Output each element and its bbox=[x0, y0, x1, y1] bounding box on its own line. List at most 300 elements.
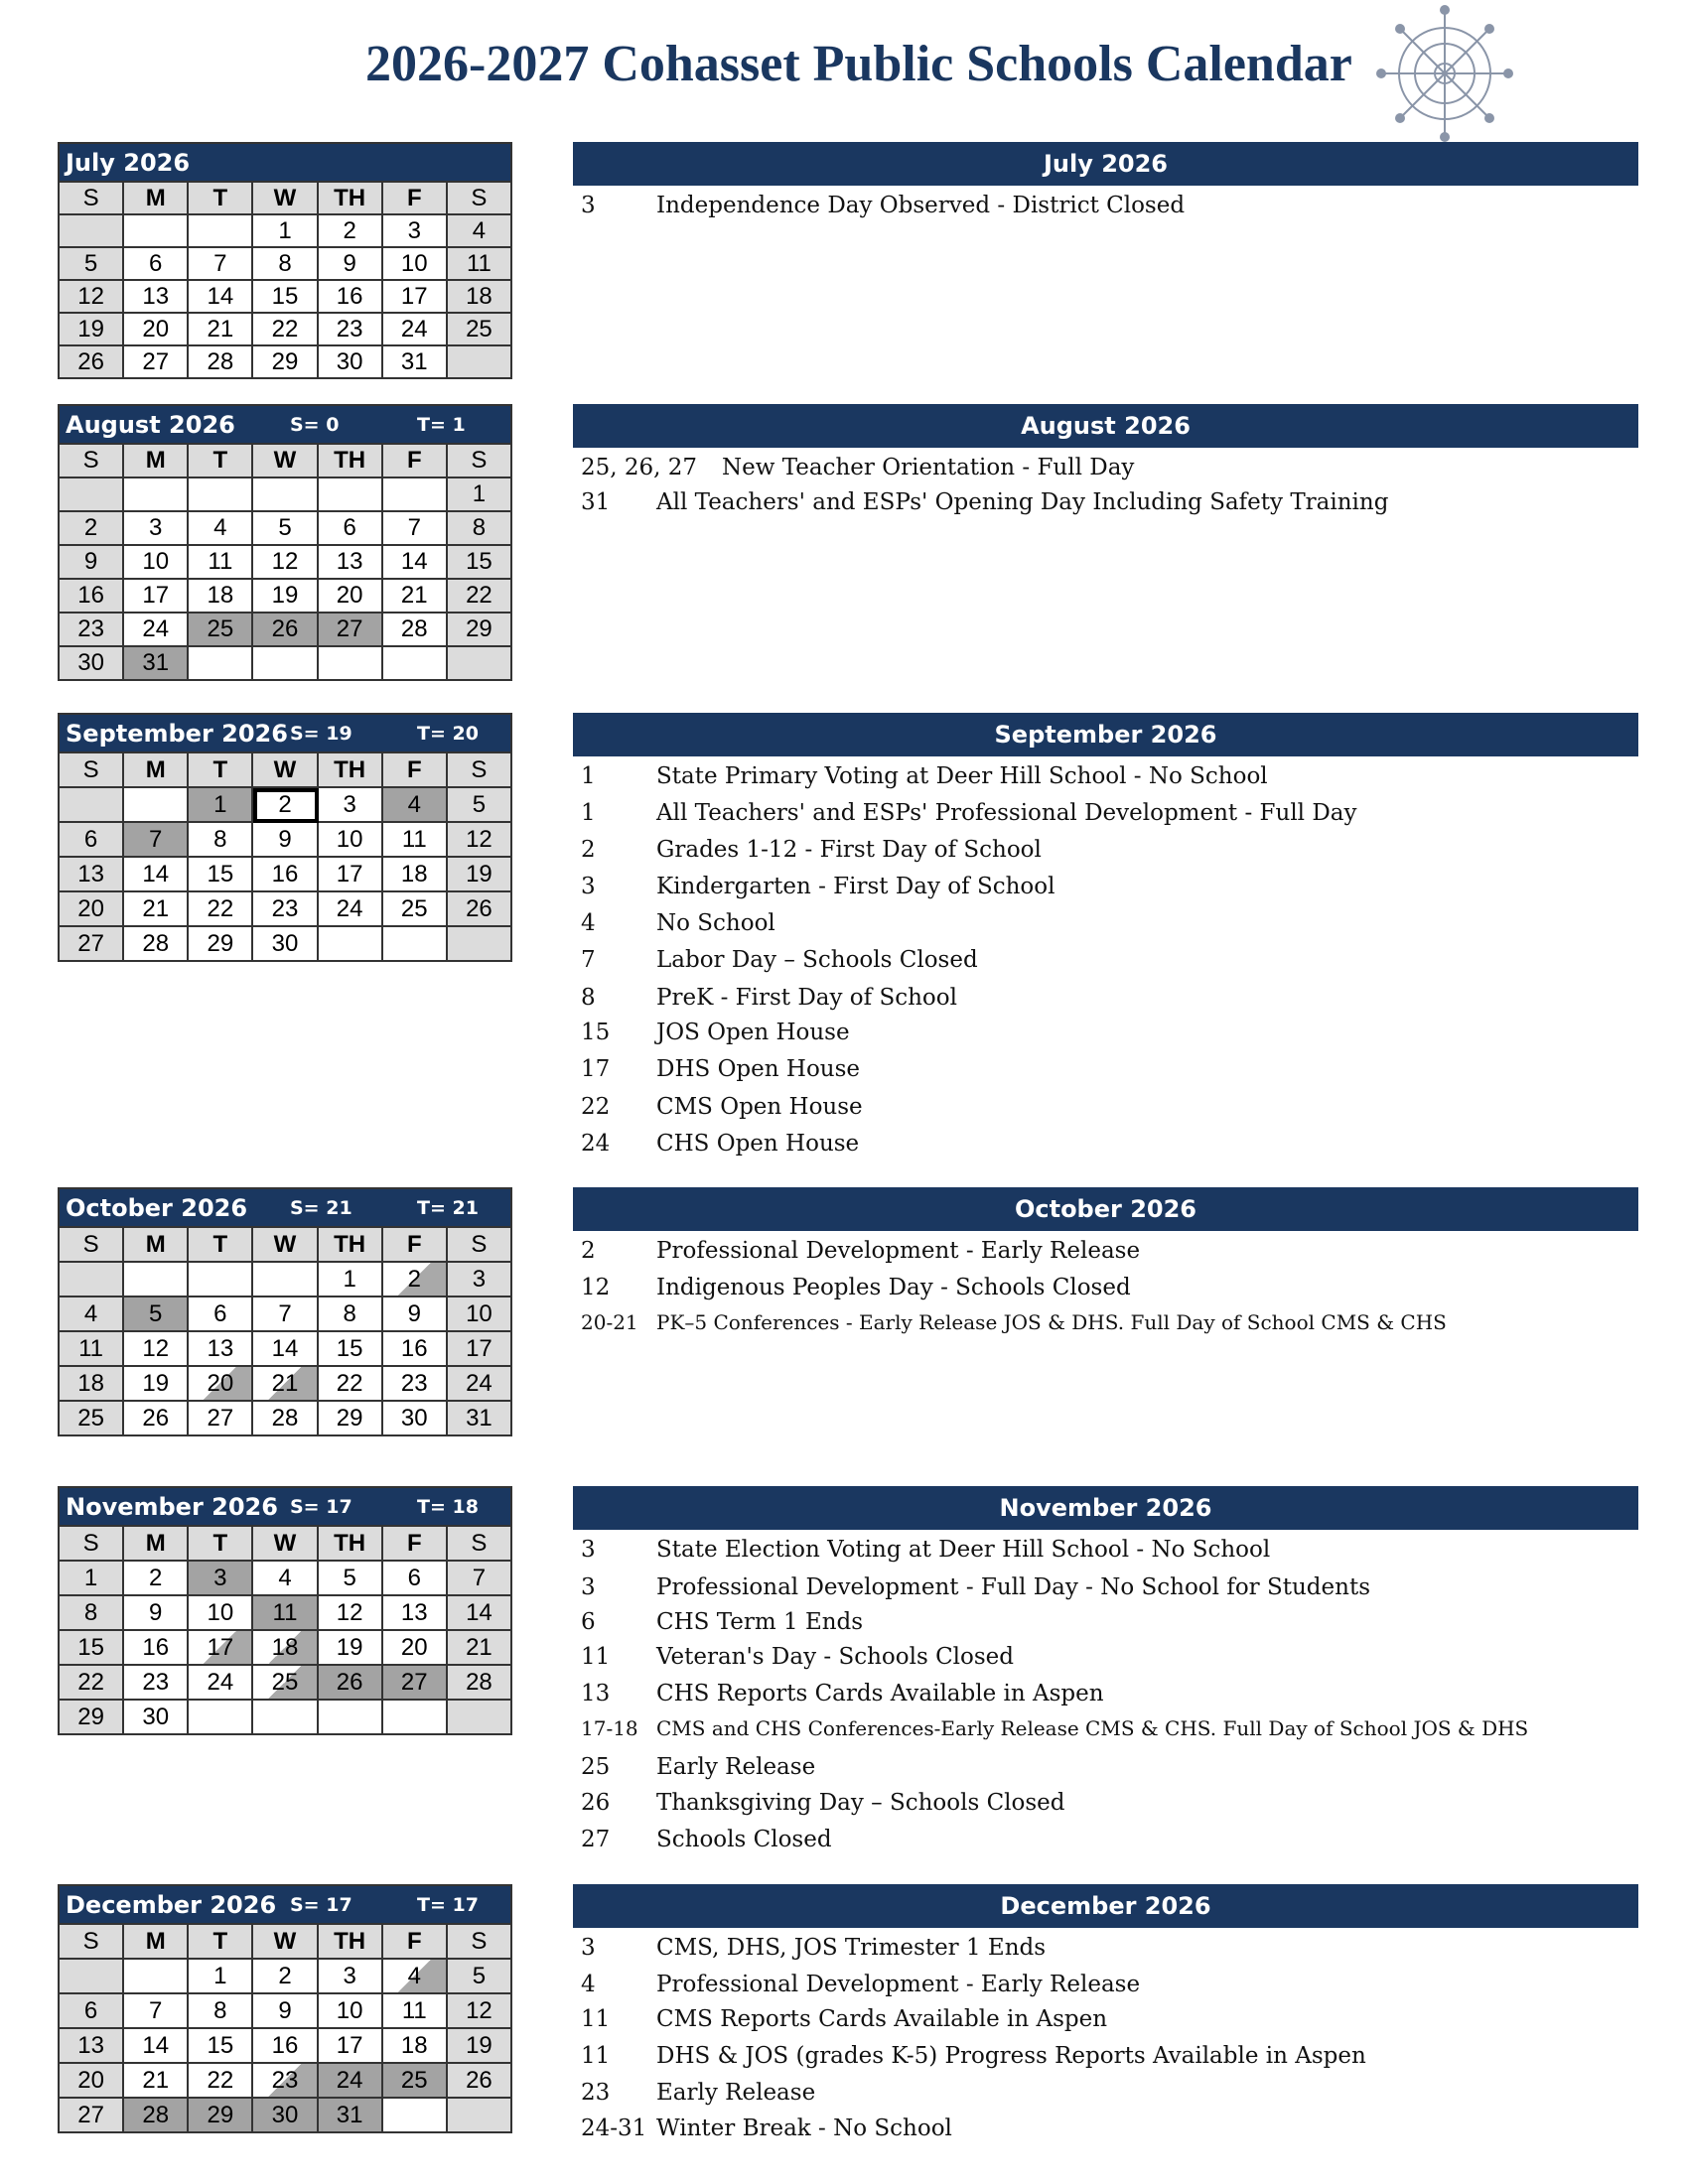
event-text: No School bbox=[656, 910, 775, 936]
day-number: 12 bbox=[142, 1335, 170, 1362]
event-text: Early Release bbox=[656, 2080, 816, 2106]
day-number: 3 bbox=[343, 1963, 356, 1989]
calendar-day bbox=[124, 647, 189, 681]
calendar-day bbox=[448, 2064, 512, 2099]
calendar-day bbox=[253, 1701, 318, 1735]
calendar-day bbox=[448, 281, 512, 314]
calendar-day bbox=[124, 478, 189, 512]
day-of-week-header: W bbox=[253, 183, 318, 215]
event-row bbox=[573, 188, 1638, 223]
teacher-day-count: T= 21 bbox=[417, 1197, 479, 1219]
calendar-grid bbox=[58, 751, 512, 962]
day-number: 10 bbox=[400, 250, 428, 277]
day-number: 10 bbox=[466, 1300, 492, 1327]
calendar-day bbox=[319, 346, 383, 379]
day-number: 28 bbox=[271, 1405, 299, 1432]
calendar-day bbox=[253, 248, 318, 281]
day-of-week-header: TH bbox=[319, 1228, 383, 1263]
day-of-week-header: S bbox=[448, 183, 512, 215]
day-number: 27 bbox=[400, 1669, 428, 1696]
event-row bbox=[573, 1785, 1638, 1821]
day-of-week-header: F bbox=[383, 1527, 448, 1562]
day-number: 6 bbox=[407, 1565, 421, 1591]
day-number: 10 bbox=[336, 826, 363, 853]
event-text: All Teachers' and ESPs' Opening Day Including Safety Training bbox=[656, 489, 1389, 515]
event-row bbox=[573, 1967, 1638, 2002]
day-number: 4 bbox=[83, 1300, 98, 1327]
calendar-day bbox=[253, 1596, 318, 1631]
day-number: 20 bbox=[400, 1634, 428, 1661]
day-number: 22 bbox=[207, 895, 234, 922]
day-number: 3 bbox=[343, 791, 356, 818]
calendar-grid bbox=[58, 1226, 512, 1436]
calendar-day bbox=[253, 788, 318, 823]
day-number: 1 bbox=[472, 480, 487, 507]
calendar-day bbox=[60, 1297, 124, 1332]
calendar-day bbox=[253, 1367, 318, 1402]
event-list-title: July 2026 bbox=[573, 142, 1638, 186]
mini-calendar bbox=[58, 404, 512, 681]
calendar-day bbox=[189, 614, 253, 647]
day-number: 7 bbox=[278, 1300, 292, 1327]
calendar-day bbox=[189, 788, 253, 823]
event-text: Labor Day – Schools Closed bbox=[656, 947, 978, 973]
day-number: 15 bbox=[271, 283, 299, 310]
event-text: Professional Development - Early Release bbox=[656, 1972, 1141, 1997]
calendar-day bbox=[319, 788, 383, 823]
calendar-day bbox=[319, 1297, 383, 1332]
day-number: 9 bbox=[343, 250, 356, 277]
day-number: 11 bbox=[401, 1997, 427, 2024]
calendar-day bbox=[319, 1631, 383, 1666]
calendar-day bbox=[124, 2099, 189, 2133]
event-date: 2 bbox=[581, 1238, 596, 1264]
calendar-day bbox=[383, 346, 448, 379]
day-number: 10 bbox=[142, 548, 170, 575]
day-number: 12 bbox=[466, 1997, 492, 2024]
event-row bbox=[573, 1822, 1638, 1857]
event-text: CMS and CHS Conferences-Early Release CMS & CHS. Full Day of School JOS & DHS bbox=[656, 1716, 1529, 1740]
calendar-day bbox=[253, 927, 318, 962]
day-number: 15 bbox=[336, 1335, 363, 1362]
event-text: Professional Development - Early Release bbox=[656, 1238, 1141, 1264]
day-number: 24 bbox=[142, 615, 170, 642]
event-date: 3 bbox=[581, 874, 596, 899]
calendar-day bbox=[124, 512, 189, 546]
day-number: 19 bbox=[77, 316, 104, 342]
event-date: 11 bbox=[581, 2006, 611, 2032]
day-number: 3 bbox=[149, 514, 163, 541]
calendar-day bbox=[448, 1297, 512, 1332]
day-number: 5 bbox=[149, 1300, 163, 1327]
calendar-day bbox=[448, 346, 512, 379]
calendar-day bbox=[448, 1263, 512, 1297]
day-number: 2 bbox=[278, 791, 292, 818]
day-of-week-header: T bbox=[189, 1527, 253, 1562]
calendar-day bbox=[448, 2099, 512, 2133]
teacher-day-count: T= 17 bbox=[417, 1894, 479, 1916]
day-number: 8 bbox=[343, 1300, 356, 1327]
day-of-week-header: S bbox=[448, 753, 512, 788]
calendar-day bbox=[383, 1666, 448, 1701]
event-text: CHS Open House bbox=[656, 1131, 860, 1157]
day-of-week-header: T bbox=[189, 1228, 253, 1263]
calendar-day bbox=[60, 215, 124, 248]
calendar-day bbox=[383, 215, 448, 248]
day-number: 2 bbox=[278, 1963, 292, 1989]
calendar-day bbox=[319, 314, 383, 346]
day-number: 15 bbox=[207, 2032, 234, 2059]
event-row bbox=[573, 1532, 1638, 1568]
calendar-day bbox=[319, 512, 383, 546]
calendar-day bbox=[319, 1960, 383, 1994]
day-number: 29 bbox=[336, 1405, 363, 1432]
calendar-day bbox=[124, 1631, 189, 1666]
day-number: 13 bbox=[336, 548, 363, 575]
day-number: 29 bbox=[207, 930, 234, 957]
day-of-week-header: F bbox=[383, 753, 448, 788]
calendar-day bbox=[189, 546, 253, 580]
calendar-day bbox=[60, 248, 124, 281]
calendar-day bbox=[383, 1631, 448, 1666]
day-of-week-header: F bbox=[383, 1228, 448, 1263]
day-number: 6 bbox=[213, 1300, 227, 1327]
calendar-day bbox=[124, 1701, 189, 1735]
calendar-day bbox=[319, 281, 383, 314]
student-day-count: S= 21 bbox=[290, 1197, 352, 1219]
day-of-week-header: M bbox=[124, 753, 189, 788]
day-number: 4 bbox=[472, 217, 487, 244]
day-number: 10 bbox=[207, 1599, 234, 1626]
day-number: 20 bbox=[77, 895, 104, 922]
event-row bbox=[573, 1930, 1638, 1966]
day-of-week-header: T bbox=[189, 445, 253, 478]
day-number: 19 bbox=[466, 861, 492, 887]
day-number: 17 bbox=[466, 1335, 492, 1362]
calendar-day bbox=[448, 1666, 512, 1701]
day-number: 22 bbox=[336, 1370, 363, 1397]
day-number: 20 bbox=[336, 582, 363, 609]
day-of-week-header: W bbox=[253, 445, 318, 478]
event-date: 27 bbox=[581, 1827, 611, 1852]
calendar-header bbox=[58, 404, 512, 443]
day-number: 29 bbox=[207, 2102, 234, 2128]
day-number: 1 bbox=[343, 1266, 356, 1293]
day-number: 31 bbox=[142, 649, 170, 676]
day-number: 20 bbox=[207, 1370, 234, 1397]
day-number: 11 bbox=[272, 1599, 298, 1626]
calendar-day bbox=[383, 614, 448, 647]
calendar-day bbox=[319, 215, 383, 248]
event-text: Independence Day Observed - District Closed bbox=[656, 193, 1186, 218]
day-number: 25 bbox=[77, 1405, 104, 1432]
day-number: 2 bbox=[407, 1266, 421, 1293]
calendar-day bbox=[253, 1994, 318, 2029]
day-number: 14 bbox=[466, 1599, 492, 1626]
calendar-day bbox=[60, 1960, 124, 1994]
day-number: 13 bbox=[77, 2032, 104, 2059]
day-number: 14 bbox=[142, 861, 170, 887]
event-text: CHS Term 1 Ends bbox=[656, 1609, 864, 1635]
calendar-day bbox=[383, 1562, 448, 1596]
day-number: 29 bbox=[466, 615, 492, 642]
day-number: 15 bbox=[77, 1634, 104, 1661]
calendar-month-name: November 2026 bbox=[66, 1493, 278, 1521]
calendar-day bbox=[124, 248, 189, 281]
day-number: 3 bbox=[213, 1565, 227, 1591]
student-day-count: S= 17 bbox=[290, 1496, 352, 1518]
event-text: DHS Open House bbox=[656, 1056, 861, 1082]
calendar-day bbox=[189, 281, 253, 314]
calendar-day bbox=[319, 892, 383, 927]
calendar-day bbox=[383, 1994, 448, 2029]
calendar-day bbox=[189, 1631, 253, 1666]
event-list-title: December 2026 bbox=[573, 1884, 1638, 1928]
day-of-week-header: S bbox=[448, 1925, 512, 1960]
calendar-day bbox=[383, 1596, 448, 1631]
day-of-week-header: TH bbox=[319, 1925, 383, 1960]
event-date: 15 bbox=[581, 1020, 611, 1045]
day-number: 30 bbox=[271, 2102, 299, 2128]
calendar-day bbox=[253, 1960, 318, 1994]
day-number: 24 bbox=[207, 1669, 234, 1696]
event-date: 13 bbox=[581, 1681, 611, 1706]
mini-calendar bbox=[58, 1884, 512, 2133]
calendar-day bbox=[319, 2064, 383, 2099]
day-number: 23 bbox=[271, 2067, 299, 2094]
calendar-day bbox=[253, 580, 318, 614]
day-number: 19 bbox=[336, 1634, 363, 1661]
day-number: 22 bbox=[466, 582, 492, 609]
day-number: 18 bbox=[400, 861, 428, 887]
calendar-day bbox=[60, 614, 124, 647]
event-row bbox=[573, 1710, 1638, 1746]
calendar-day bbox=[319, 858, 383, 892]
calendar-day bbox=[189, 1332, 253, 1367]
mini-calendar bbox=[58, 142, 512, 379]
day-number: 4 bbox=[278, 1565, 292, 1591]
calendar-day bbox=[383, 478, 448, 512]
day-number: 18 bbox=[77, 1370, 104, 1397]
calendar-day bbox=[60, 788, 124, 823]
day-number: 1 bbox=[278, 217, 292, 244]
day-number: 13 bbox=[207, 1335, 234, 1362]
calendar-day bbox=[124, 892, 189, 927]
day-number: 22 bbox=[271, 316, 299, 342]
event-date: 3 bbox=[581, 1574, 596, 1600]
day-number: 8 bbox=[278, 250, 292, 277]
day-number: 19 bbox=[142, 1370, 170, 1397]
day-number: 22 bbox=[207, 2067, 234, 2094]
event-date: 4 bbox=[581, 910, 596, 936]
calendar-day bbox=[189, 2029, 253, 2064]
day-number: 7 bbox=[149, 826, 163, 853]
day-number: 14 bbox=[400, 548, 428, 575]
calendar-day bbox=[189, 1297, 253, 1332]
calendar-month-name: December 2026 bbox=[66, 1891, 277, 1919]
event-list bbox=[573, 1884, 1638, 2141]
day-number: 30 bbox=[336, 348, 363, 375]
day-number: 23 bbox=[142, 1669, 170, 1696]
calendar-day bbox=[383, 788, 448, 823]
calendar-day bbox=[189, 2064, 253, 2099]
calendar-day bbox=[124, 546, 189, 580]
calendar-header bbox=[58, 142, 512, 181]
event-date: 24-31 bbox=[581, 2116, 647, 2141]
day-number: 5 bbox=[83, 250, 98, 277]
calendar-day bbox=[189, 512, 253, 546]
event-date: 26 bbox=[581, 1790, 611, 1816]
event-date: 3 bbox=[581, 1935, 596, 1961]
event-text: Veteran's Day - Schools Closed bbox=[656, 1644, 1015, 1670]
day-number: 9 bbox=[278, 1997, 292, 2024]
day-number: 21 bbox=[207, 316, 234, 342]
event-row bbox=[573, 1604, 1638, 1640]
event-row bbox=[573, 1676, 1638, 1711]
calendar-day bbox=[124, 1596, 189, 1631]
event-row bbox=[573, 942, 1638, 978]
calendar-day bbox=[124, 1297, 189, 1332]
event-text: Grades 1-12 - First Day of School bbox=[656, 837, 1042, 863]
day-number: 22 bbox=[77, 1669, 104, 1696]
calendar-day bbox=[60, 1666, 124, 1701]
calendar-day bbox=[448, 546, 512, 580]
calendar-day bbox=[124, 346, 189, 379]
event-row bbox=[573, 1015, 1638, 1050]
calendar-day bbox=[383, 1263, 448, 1297]
day-number: 3 bbox=[472, 1266, 487, 1293]
event-date: 3 bbox=[581, 193, 596, 218]
event-date: 4 bbox=[581, 1972, 596, 1997]
student-day-count: S= 0 bbox=[290, 414, 340, 436]
calendar-header bbox=[58, 713, 512, 751]
calendar-day bbox=[189, 892, 253, 927]
calendar-day bbox=[253, 281, 318, 314]
calendar-day bbox=[60, 580, 124, 614]
day-number: 23 bbox=[400, 1370, 428, 1397]
calendar-day bbox=[448, 1701, 512, 1735]
calendar-day bbox=[189, 1562, 253, 1596]
calendar-day bbox=[383, 1701, 448, 1735]
calendar-day bbox=[448, 478, 512, 512]
teacher-day-count: T= 20 bbox=[417, 723, 479, 745]
calendar-day bbox=[253, 478, 318, 512]
calendar-day bbox=[448, 1332, 512, 1367]
day-number: 9 bbox=[278, 826, 292, 853]
day-of-week-header: T bbox=[189, 1925, 253, 1960]
calendar-day bbox=[448, 512, 512, 546]
calendar-month-name: September 2026 bbox=[66, 720, 288, 748]
calendar-day bbox=[124, 858, 189, 892]
calendar-day bbox=[319, 1666, 383, 1701]
event-text: CMS Open House bbox=[656, 1094, 863, 1120]
event-date: 23 bbox=[581, 2080, 611, 2106]
calendar-day bbox=[448, 1994, 512, 2029]
event-list-title: October 2026 bbox=[573, 1187, 1638, 1231]
calendar-day bbox=[383, 858, 448, 892]
day-number: 19 bbox=[466, 2032, 492, 2059]
calendar-day bbox=[124, 1263, 189, 1297]
calendar-day bbox=[383, 647, 448, 681]
day-of-week-header: W bbox=[253, 1228, 318, 1263]
calendar-day bbox=[60, 314, 124, 346]
calendar-day bbox=[189, 248, 253, 281]
calendar-day bbox=[319, 1367, 383, 1402]
calendar-day bbox=[319, 2029, 383, 2064]
calendar-day bbox=[319, 823, 383, 858]
day-number: 31 bbox=[336, 2102, 363, 2128]
event-row bbox=[573, 1233, 1638, 1269]
day-number: 13 bbox=[77, 861, 104, 887]
calendar-day bbox=[124, 314, 189, 346]
calendar-day bbox=[319, 1562, 383, 1596]
calendar-day bbox=[189, 858, 253, 892]
day-number: 17 bbox=[336, 2032, 363, 2059]
day-number: 5 bbox=[472, 791, 487, 818]
event-row bbox=[573, 1126, 1638, 1161]
calendar-day bbox=[448, 823, 512, 858]
event-date: 6 bbox=[581, 1609, 596, 1635]
calendar-day bbox=[319, 248, 383, 281]
calendar-day bbox=[189, 823, 253, 858]
day-number: 13 bbox=[142, 283, 170, 310]
event-row bbox=[573, 905, 1638, 941]
event-text: Professional Development - Full Day - No School for Students bbox=[656, 1574, 1370, 1600]
day-of-week-header: S bbox=[60, 1527, 124, 1562]
calendar-day bbox=[253, 823, 318, 858]
calendar-day bbox=[124, 1332, 189, 1367]
calendar-day bbox=[383, 1960, 448, 1994]
day-number: 26 bbox=[336, 1669, 363, 1696]
calendar-grid bbox=[58, 1923, 512, 2133]
calendar-day bbox=[383, 580, 448, 614]
day-number: 16 bbox=[271, 2032, 299, 2059]
event-list bbox=[573, 1187, 1638, 1334]
calendar-day bbox=[60, 2064, 124, 2099]
calendar-day bbox=[253, 614, 318, 647]
calendar-day bbox=[189, 478, 253, 512]
calendar-day bbox=[253, 892, 318, 927]
day-number: 6 bbox=[83, 826, 98, 853]
calendar-day bbox=[60, 281, 124, 314]
event-text: Kindergarten - First Day of School bbox=[656, 874, 1055, 899]
calendar-month-name: October 2026 bbox=[66, 1194, 248, 1222]
calendar-day bbox=[124, 215, 189, 248]
calendar-day bbox=[383, 2064, 448, 2099]
teacher-day-count: T= 18 bbox=[417, 1496, 479, 1518]
calendar-day bbox=[448, 1631, 512, 1666]
calendar-day bbox=[383, 1402, 448, 1436]
event-date: 20-21 bbox=[581, 1310, 638, 1334]
calendar-day bbox=[383, 512, 448, 546]
day-of-week-header: M bbox=[124, 1527, 189, 1562]
calendar-day bbox=[319, 1596, 383, 1631]
day-number: 25 bbox=[400, 895, 428, 922]
day-number: 7 bbox=[472, 1565, 487, 1591]
event-text: CMS, DHS, JOS Trimester 1 Ends bbox=[656, 1935, 1047, 1961]
event-row bbox=[573, 450, 1638, 485]
calendar-day bbox=[448, 858, 512, 892]
event-row bbox=[573, 2075, 1638, 2111]
day-number: 21 bbox=[142, 895, 170, 922]
calendar-day bbox=[319, 2099, 383, 2133]
calendar-day bbox=[253, 1332, 318, 1367]
calendar-day bbox=[383, 2099, 448, 2133]
event-row bbox=[573, 1051, 1638, 1087]
calendar-day bbox=[60, 1562, 124, 1596]
event-text: Schools Closed bbox=[656, 1827, 832, 1852]
day-number: 8 bbox=[472, 514, 487, 541]
